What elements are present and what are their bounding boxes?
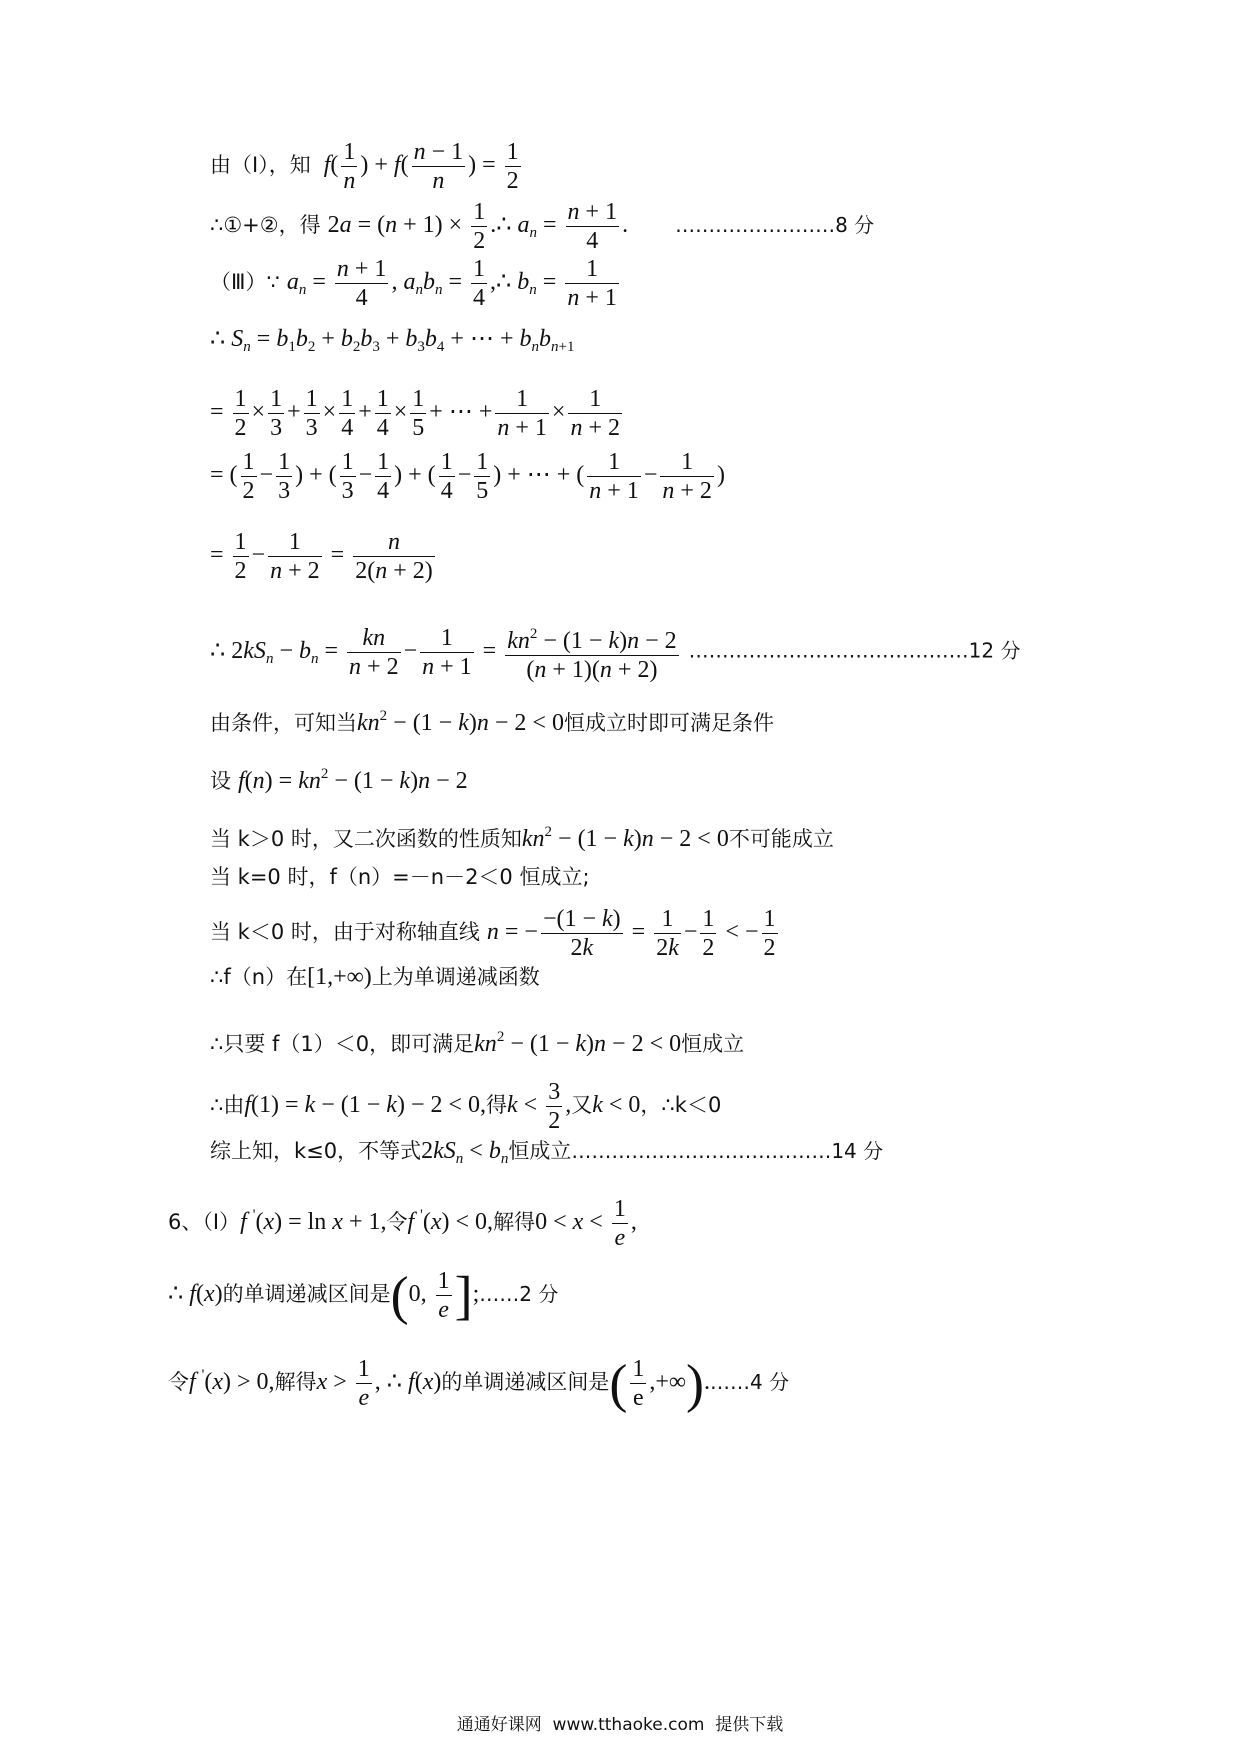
line-2 — [210, 198, 874, 255]
line-18-text-b: 恒成立 — [508, 1139, 572, 1163]
line-11-text: 设 — [210, 769, 231, 793]
line-10-text-a: 由条件，可知当 — [210, 711, 357, 735]
line-12-text-b: 不可能成立 — [728, 827, 834, 851]
footer-site-name: 通通好课网 — [456, 1715, 542, 1735]
line-17-text-a: ∴由 — [210, 1093, 245, 1118]
line-21-text-b: 解得 — [274, 1370, 317, 1395]
line-4-formula: ∴ $S_n = b_1b_2 + b_2b_3 + b_3b_4$ + ⋯ + $b_nb_{n+1}$ — [210, 326, 575, 355]
line-19 — [168, 1195, 637, 1252]
line-1 — [210, 138, 524, 195]
line-13 — [210, 864, 590, 891]
line-18-formula: $2kS_n < b_n$ — [421, 1138, 509, 1167]
line-10-text-b: 恒成立时即可满足条件 — [563, 711, 774, 735]
line-14-text: 当 k＜0 时，由于对称轴直线 — [210, 920, 480, 945]
line-6-formula: = ( $\frac{1}{2}$ − $\frac{1}{3}$ ) + ( $\frac{1}{3}$ − $\frac{1}{4}$ ) + ( $\frac{1}{4}$ − $\frac{1}{5}$ ) + ⋯ + ( $\frac{1}{n + 1}$ − $\frac{1}{n + 2}$ ) — [210, 449, 725, 504]
line-19-text-a: 6、（Ⅰ） — [168, 1210, 241, 1235]
line-11 — [210, 761, 468, 795]
line-5 — [210, 385, 625, 442]
line-7-formula: = $\frac{1}{2}$ − $\frac{1}{n + 2}$ = $\frac{n}{2(n + 2)}$ — [210, 529, 433, 584]
line-21-score: ……4 分 — [710, 1370, 790, 1395]
line-4 — [210, 326, 574, 360]
line-18-score: …………………………………14 分 — [571, 1139, 884, 1163]
line-16-text-a: ∴只要 f（1）＜0，即可满足 — [210, 1032, 475, 1056]
line-3-formula: $a_n$ = $\frac{n + 1}{4}$ , $a_nb_n$ = $\frac{1}{4}$ ,∴ $b_n$ = $\frac{1}{n + 1}$ — [286, 256, 617, 311]
line-19-text-b: 令 — [386, 1210, 408, 1235]
line-1-formula: f( $\frac{1}{n}$ ) + f( $\frac{n - 1}{n}$ ) = $\frac{1}{2}$ — [323, 139, 519, 194]
line-5-formula: = $\frac{1}{2}$ × $\frac{1}{3}$ + $\frac{1}{3}$ × $\frac{1}{4}$ + $\frac{1}{4}$ × $\frac{1}{5}$ + ⋯ + $\frac{1}{n + 1}$ × $\frac{1}{n + 2}$ — [210, 386, 620, 441]
line-1-text: 由（Ⅰ），知 — [210, 153, 311, 178]
line-17-formula-a: f(1) = k − (1 − k) − 2 < 0, — [244, 1092, 487, 1119]
footer-suffix: 提供下载 — [715, 1715, 784, 1735]
line-19-text-c: 解得 — [493, 1210, 536, 1235]
line-21-text-a: 令 — [168, 1370, 189, 1395]
line-20-text-a: 的单调递减区间是 — [222, 1282, 391, 1307]
line-12-text-a: 当 k＞0 时，又二次函数的性质知 — [210, 827, 522, 851]
line-21 — [168, 1355, 789, 1412]
line-18 — [210, 1138, 883, 1172]
line-19-formula-a: f '(x) = ln x + 1, — [240, 1207, 387, 1236]
line-20-formula-b: (0, $\frac{1}{e}$ ]; — [390, 1265, 480, 1326]
line-9-formula: ∴ $2kS_n - b_n$ = $\frac{kn}{n + 2}$ − $\frac{1}{n + 1}$ = $\frac{kn^2 - (1 - k)n - 2}{(n + 1)(n + 2)}$ — [210, 638, 682, 664]
line-3 — [210, 255, 622, 312]
line-20 — [168, 1267, 558, 1324]
line-12-formula: $kn^2 - (1 - k)n - 2 < 0$ — [521, 824, 729, 852]
line-17-formula-b: k < $\frac{3}{2}$ , — [507, 1079, 572, 1134]
line-15-text-b: 上为单调递减函数 — [371, 965, 540, 989]
line-21-text-c: 的单调递减区间是 — [441, 1370, 610, 1395]
line-2-text: ∴①+②，得 — [210, 213, 321, 238]
line-19-formula-b: f '(x) < 0, — [407, 1207, 494, 1236]
line-20-score: ……2 分 — [479, 1282, 559, 1307]
line-15 — [210, 964, 540, 991]
line-17 — [210, 1078, 721, 1135]
line-10 — [210, 703, 774, 737]
line-21-formula-c: ( $\frac{1}{e}$ ,+∞). — [609, 1353, 710, 1414]
line-20-formula-a: ∴ f(x) — [168, 1281, 223, 1308]
line-21-formula-a: f '(x) > 0, — [189, 1367, 275, 1396]
line-7 — [210, 528, 438, 585]
line-2-formula: 2a = (n + 1) × $\frac{1}{2}$ .∴ $a_n$ = $\frac{n + 1}{4}$ . — [327, 199, 629, 254]
line-12 — [210, 819, 834, 853]
line-17-text-c: 又 — [571, 1093, 593, 1118]
line-17-text-b: 得 — [486, 1093, 508, 1118]
line-16-formula: $kn^2 - (1 - k)n - 2 < 0$ — [474, 1029, 682, 1057]
line-2-score: ……………………8 分 — [675, 213, 875, 238]
footer-url[interactable]: www.tthaoke.com — [552, 1715, 705, 1735]
page-footer — [0, 1710, 1240, 1735]
line-17-formula-c: k < 0 — [592, 1092, 641, 1119]
line-9-score: ……………………………………12 分 — [688, 638, 1021, 663]
line-15-text-a: ∴f（n）在 — [210, 965, 308, 989]
line-16 — [210, 1024, 744, 1058]
line-14 — [210, 905, 781, 962]
line-13-text: 当 k=0 时，f（n）=－n－2＜0 恒成立; — [210, 865, 590, 889]
line-17-text-d: ，∴k＜0 — [640, 1093, 722, 1118]
line-3-text: （Ⅲ）∵ — [210, 270, 280, 295]
line-14-formula: n = − $\frac{-(1 - k)}{2k}$ = $\frac{1}{2k}$ − $\frac{1}{2}$ < − $\frac{1}{2}$ — [486, 906, 776, 961]
line-18-text-a: 综上知，k≤0，不等式 — [210, 1139, 422, 1163]
line-10-formula: $kn^2 - (1 - k)n - 2 < 0$ — [357, 708, 564, 736]
line-16-text-b: 恒成立 — [681, 1032, 745, 1056]
line-19-formula-c: 0 < x < $\frac{1}{e}$ , — [535, 1196, 637, 1251]
line-15-formula: [1,+∞) — [307, 964, 372, 990]
line-6 — [210, 448, 725, 505]
line-21-formula-b: x > $\frac{1}{e}$ , ∴ f(x) — [316, 1356, 442, 1411]
line-11-formula: $f(n) = kn^2 - (1 - k)n - 2$ — [238, 766, 468, 794]
line-9 — [210, 620, 1020, 684]
